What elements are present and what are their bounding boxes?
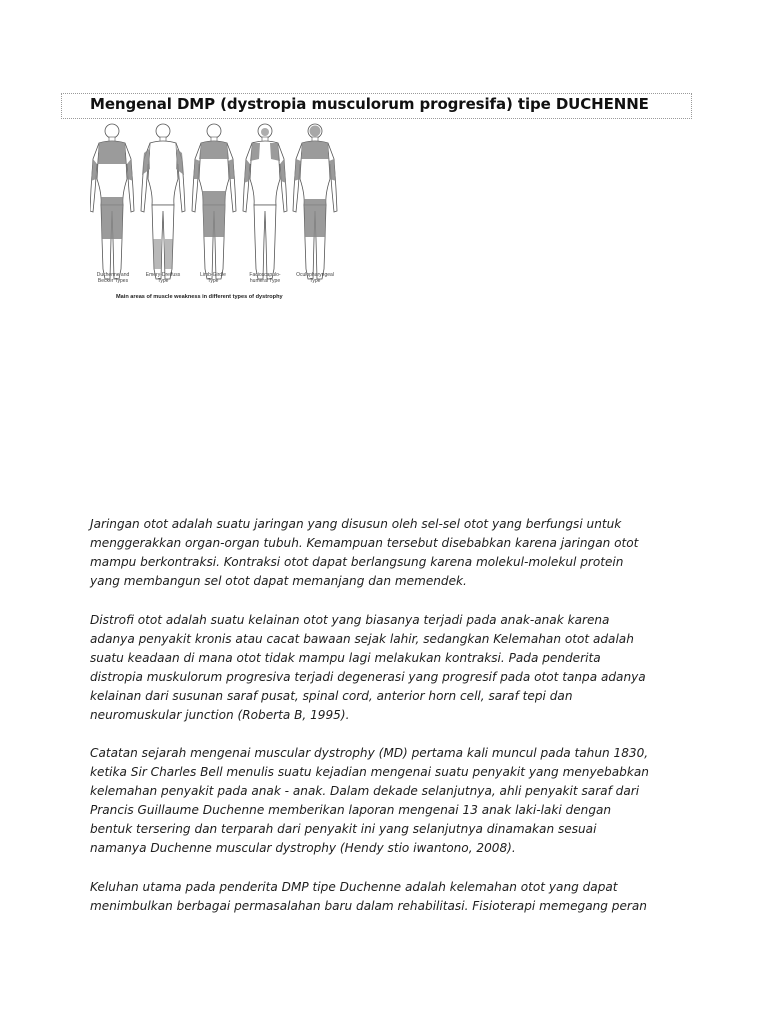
figure-caption: Main areas of muscle weakness in different types of dystrophy [116,294,283,300]
page-title: Mengenal DMP (dystropia musculorum progresifa) tipe DUCHENNE [90,95,649,113]
figure-label-facioscapulohumeral: Facioscapulo- humeral Type [249,272,281,284]
paragraph-3: Catatan sejarah mengenai muscular dystrophy (MD) pertama kali muncul pada tahun 1830, ketika Sir Charles Bell menulis suatu kejadian mengenai suatu penyakit yang menyebabkan kelemahan penyakit pada anak - anak. Dalam dekade selanjutnya, ahli penyakit saraf dari Prancis Guillaume Duchenne memberikan laporan mengenai 13 anak laki-laki dengan bentuk tersering dan terparah dari penyakit ini yang selanjutnya dinamakan sesuai namanya Duchenne muscular dystrophy (Hendy stio iwantono, 2008). [90,746,649,855]
paragraph-2: Distrofi otot adalah suatu kelainan otot yang biasanya terjadi pada anak-anak karena adanya penyakit kronis atau cacat bawaan sejak lahir, sedangkan Kelemahan otot adalah suatu keadaan di mana otot tidak mampu lagi melakukan kontraksi. Pada penderita distropia muskulorum progresiva terjadi degenerasi yang progresif pada otot tanpa adanya kelainan dari susunan saraf pusat, spinal cord, anterior horn cell, saraf tepi dan neuromuskular junction (Roberta B, 1995). [90,613,646,722]
paragraph-1: Jaringan otot adalah suatu jaringan yang disusun oleh sel-sel otot yang berfungsi untuk menggerakkan organ-organ tubuh. Kemampuan tersebut disebabkan karena jaringan otot mampu berkontraksi. Kontraksi otot dapat berlangsung karena molekul-molekul protein yang membangun sel otot dapat memanjang dan memendek. [90,517,639,588]
figure-label-oculopharyngeal: Oculopharyngeal Type [296,272,334,284]
oculopharyngeal-figure [290,119,340,289]
paragraph-4: Keluhan utama pada penderita DMP tipe Duchenne adalah kelemahan otot yang dapat menimbulkan berbagai permasalahan baru dalam rehabilitasi. Fisioterapi memegang peran [90,880,647,913]
figure-label-duchenne: Duchenne and Becker Types [96,272,130,284]
figure-label-emery-dreifuss: Emery-Dreifuss Type [145,272,181,284]
figure-label-limb-girdle: Limb-Girdle Type [200,272,226,284]
